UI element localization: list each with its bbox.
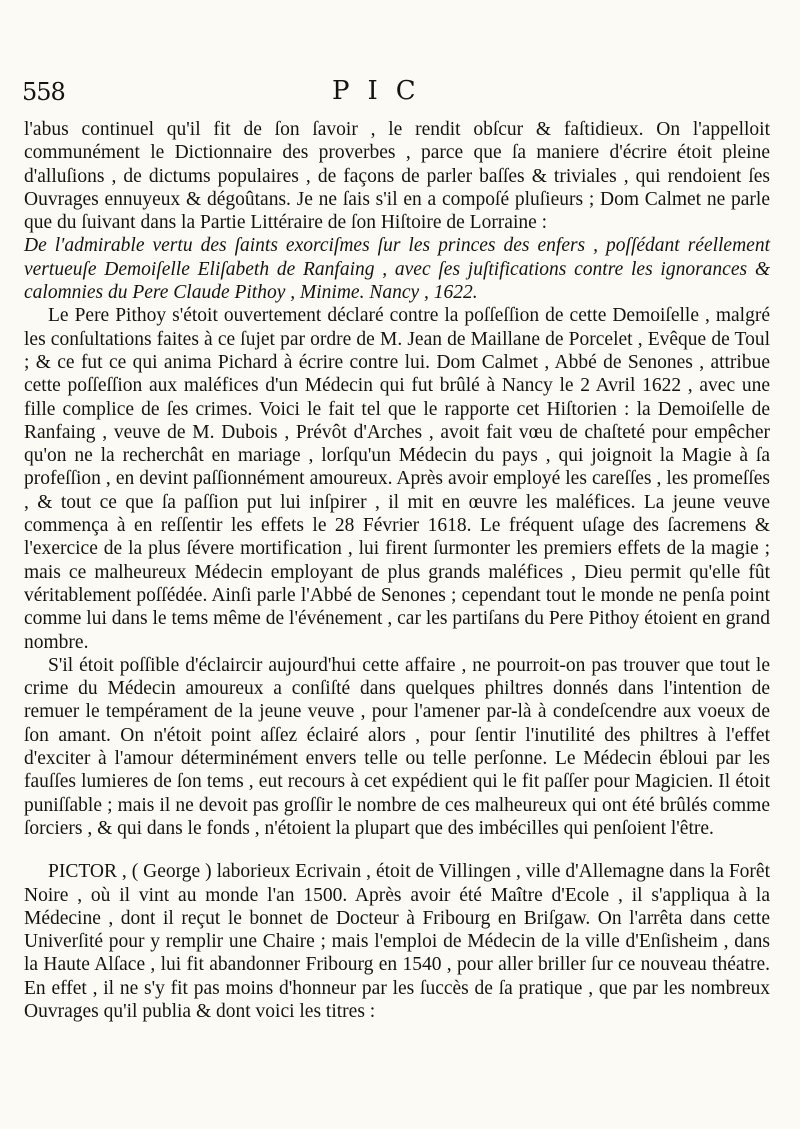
text-body bbox=[24, 118, 770, 1023]
entry-separator bbox=[24, 840, 770, 860]
paragraph-intro: l'abus continuel qu'il fit de ſon ſavoir , le rendit obſcur & faſtidieux. On l'appelloit communément le Dictionnaire des proverbes , parce que ſa maniere d'écrire étoit pleine d'alluſions , de dictums populaires , de façons de parler baſſes & triviales , qui rendoient ſes Ouvrages ennuyeux & dégoûtans. Je ne ſais s'il en a compoſé pluſieurs ; Dom Calmet ne parle que du ſuivant dans la Partie Littéraire de ſon Hiſtoire de Lorraine : bbox=[24, 119, 770, 234]
running-head: PIC bbox=[332, 76, 434, 106]
paragraph-commentary: S'il étoit poſſible d'éclaircir aujourd'hui cette affaire , ne pourroit-on pas trouver que tout le crime du Médecin amoureux a conſiſté dans quelques philtres donnés dans l'intention de remuer le tempérament de la jeune veuve , pour l'amener par-là à condeſcendre aux voeux de ſon amant. On n'étoit point aſſez éclairé alors , pour ſentir l'inutilité des philtres à l'effet d'exciter à l'amour déterminément envers telle ou telle perſonne. Le Médecin ébloui par les fauſſes lumieres de ſon tems , eut recours à cet expédient qui le fit paſſer pour Magicien. Il étoit puniſſable ; mais il ne devoit pas groſſir le nombre de ces malheureux qui ont été brûlés comme ſorciers , & qui dans le fonds , n'étoient la plupart que des imbécilles qui penſoient l'être. bbox=[24, 654, 770, 839]
paragraph-book-title: De l'admirable vertu des ſaints exorciſmes ſur les princes des enfers , poſſédant réellement vertueuſe Demoiſelle Eliſabeth de Ranfaing , avec ſes juſtifications contre les ignorances & calomnies du Pere Claude Pithoy , Minime. Nancy , 1622. bbox=[24, 235, 770, 304]
page-number: 558 bbox=[22, 78, 65, 106]
paragraph-pictor-entry: PICTOR , ( George ) laborieux Ecrivain , étoit de Villingen , ville d'Allemagne dans la Forêt Noire , où il vint au monde l'an 1500. Après avoir été Maître d'Ecole , il s'appliqua à la Médecine , dont il reçut le bonnet de Docteur à Fribourg en Briſgaw. On l'arrêta dans cette Univerſité pour y remplir une Chaire ; mais l'emploi de Médecin de la ville d'Enſisheim , dans la Haute Alſace , lui fit abandonner Fribourg en 1540 , pour aller briller ſur ce nouveau théatre. En effet , il ne s'y fit pas moins d'honneur par les ſuccès de ſa pratique , que par les nombreux Ouvrages qu'il publia & dont voici les titres : bbox=[24, 861, 770, 1022]
paragraph-pithoy: Le Pere Pithoy s'étoit ouvertement déclaré contre la poſſeſſion de cette Demoiſelle , malgré les conſultations faites à ce ſujet par ordre de M. Jean de Maillane de Porcelet , Evêque de Toul ; & ce fut ce qui anima Pichard à écrire contre lui. Dom Calmet , Abbé de Senones , attribue cette poſſeſſion aux maléfices d'un Médecin qui fut brûlé à Nancy le 2 Avril 1622 , avec une fille complice de ſes crimes. Voici le fait tel que le rapporte cet Hiſtorien : la Demoiſelle de Ranfaing , veuve de M. Dubois , Prévôt d'Arches , avoit fait vœu de chaſteté pour empêcher qu'on ne la recherchât en mariage , lorſqu'un Médecin du pays , qui joignoit la Magie à ſa profeſſion , en devint paſſionnément amoureux. Après avoir employé les careſſes , les promeſſes , & tout ce que ſa paſſion put lui inſpirer , il mit en œuvre les maléfices. La jeune veuve commença à en reſſentir les effets le 28 Février 1618. Le fréquent uſage des ſacremens & l'exercice de la plus ſévere mortification , lui firent ſurmonter les premiers effets de la magie ; mais ce malheureux Médecin employant de plus grands maléfices , Dieu permit qu'elle fût véritablement poſſédée. Ainſi parle l'Abbé de Senones ; cependant tout le monde ne penſa point comme lui dans le tems même de l'événement , car les partiſans du Pere Pithoy étoient en grand nombre. bbox=[24, 305, 770, 653]
page-header bbox=[0, 76, 800, 116]
